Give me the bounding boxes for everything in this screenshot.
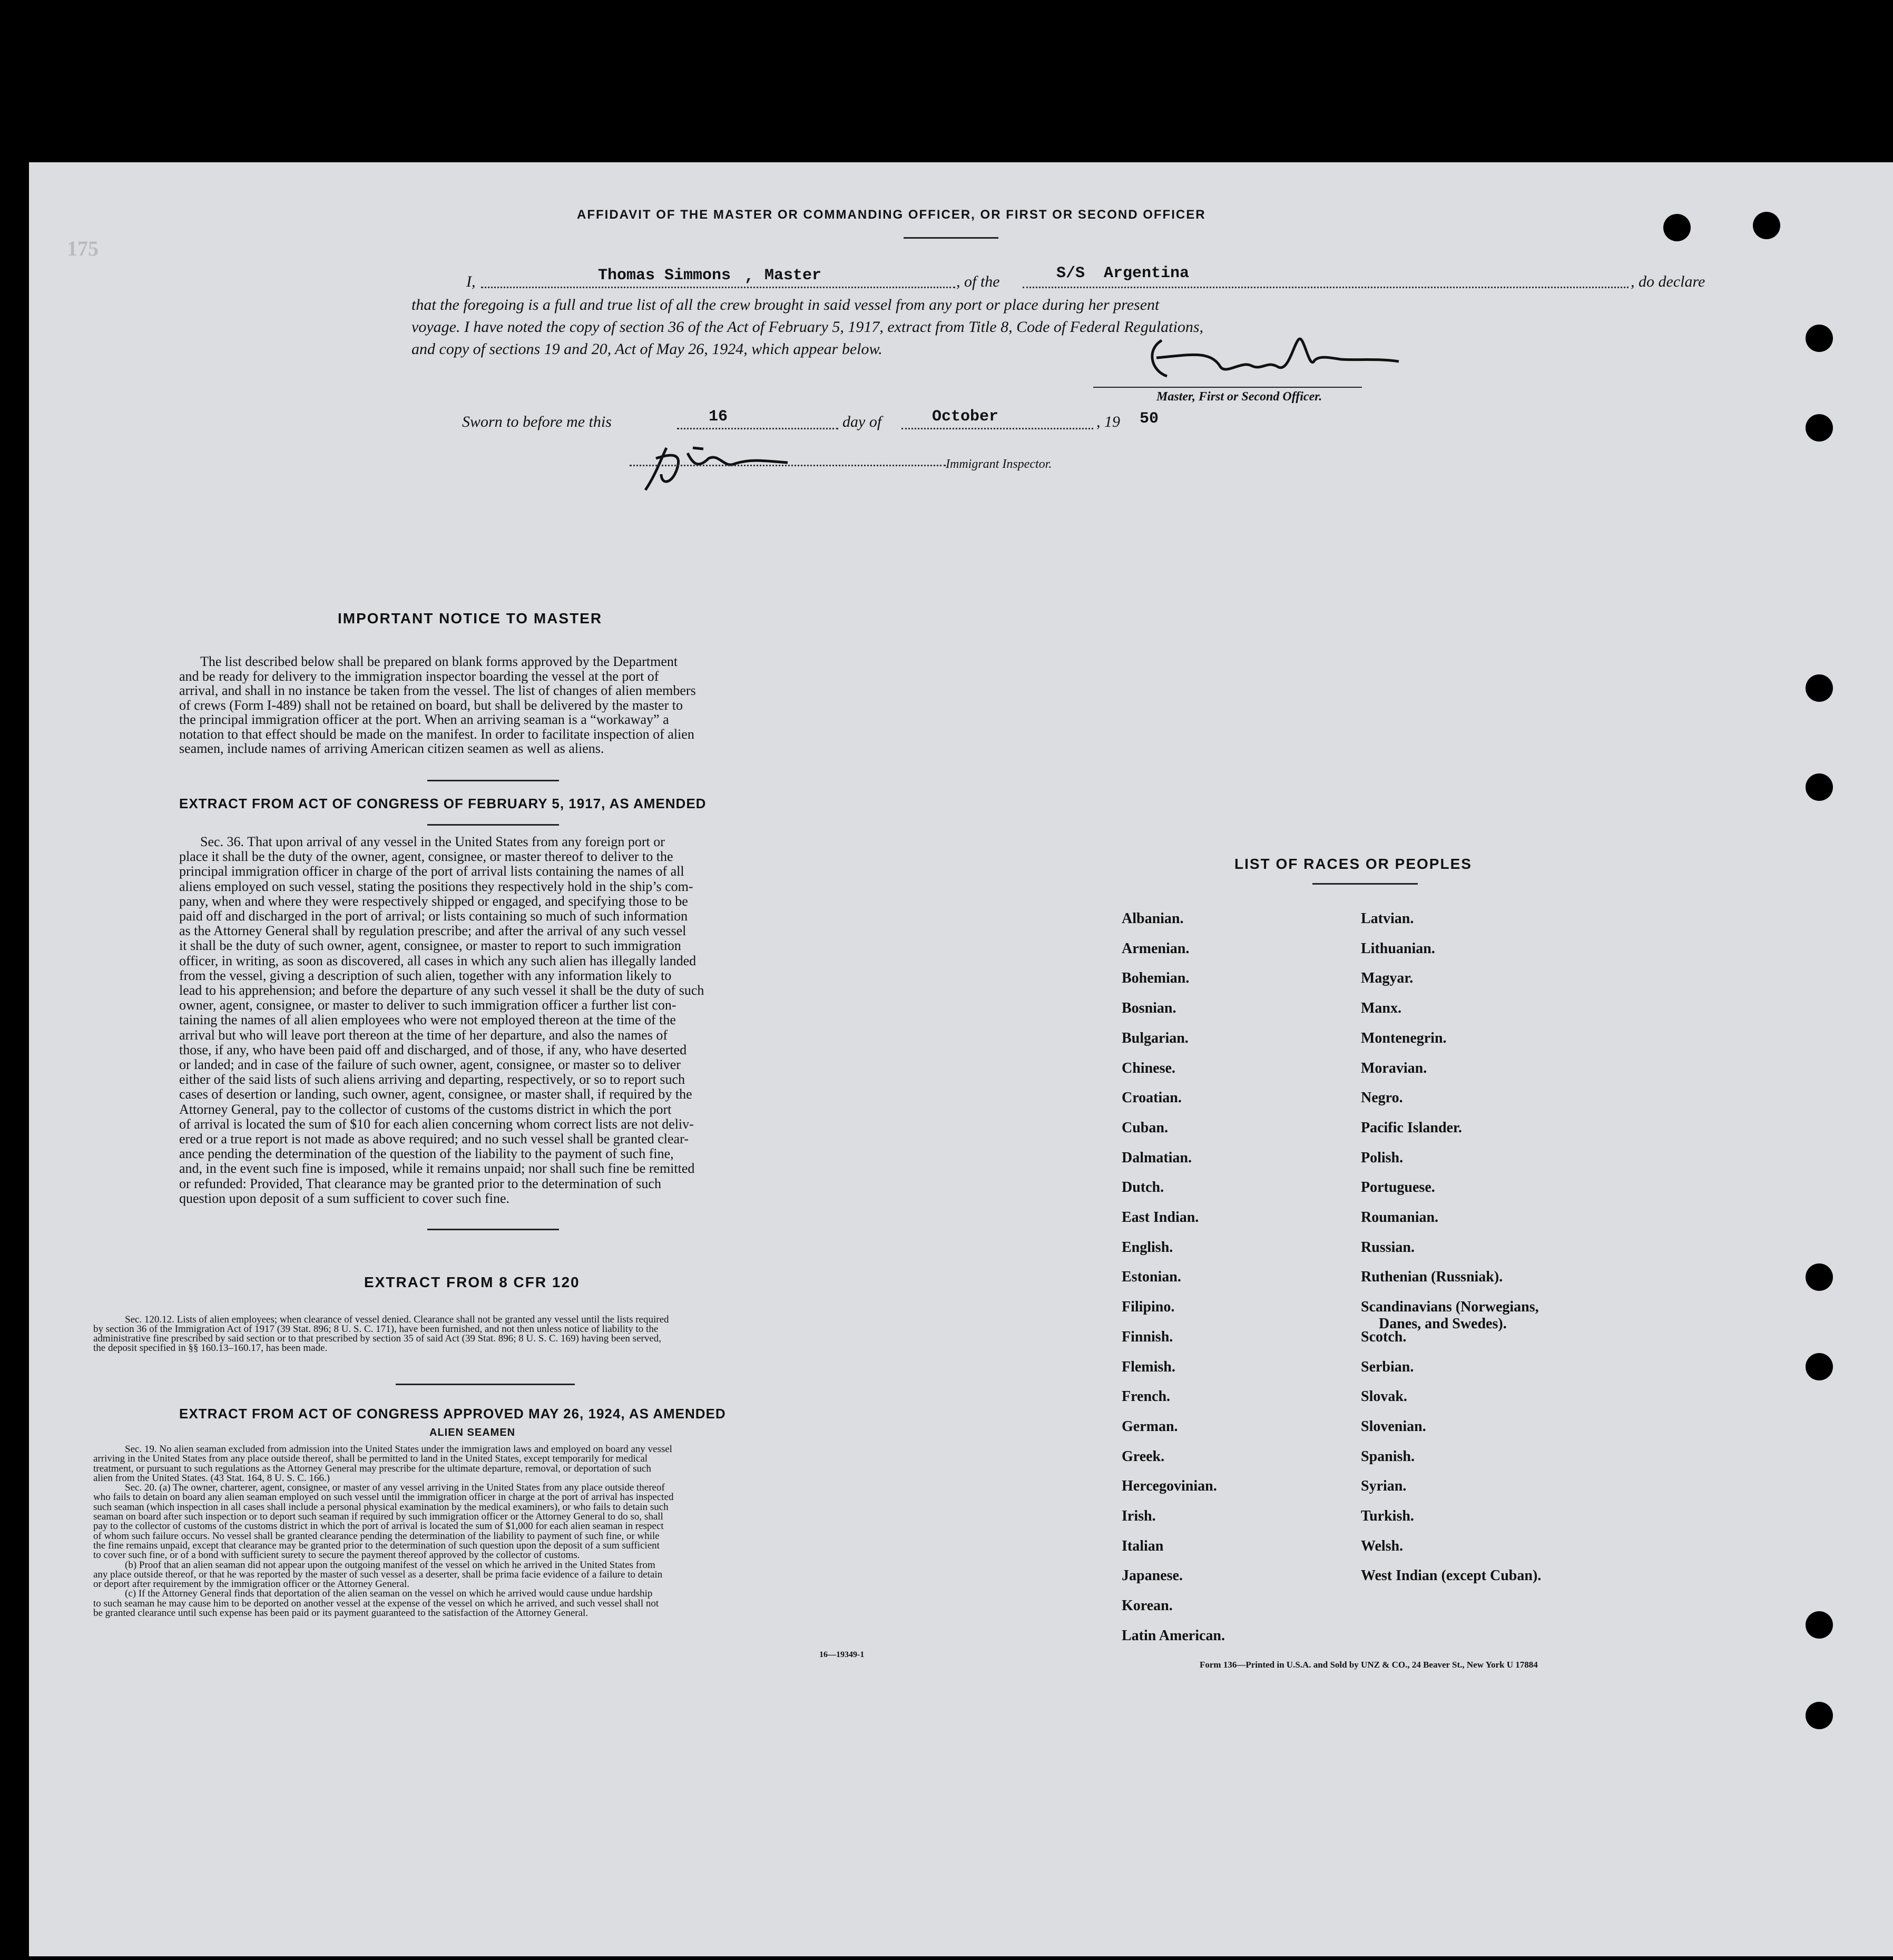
race-entry: Bosnian. — [1122, 1000, 1176, 1017]
section-rule — [427, 1229, 559, 1230]
text-line: taining the names of all alien employees who were not employed thereon at the time of the — [179, 1013, 676, 1028]
race-entry: Slovak. — [1361, 1388, 1407, 1405]
race-entry: Spanish. — [1361, 1448, 1415, 1465]
text-line: ance pending the determination of the question of the liability to the payment of such fine, — [179, 1146, 674, 1162]
officer-label: Master, First or Second Officer. — [1156, 390, 1322, 404]
race-entry: English. — [1122, 1239, 1173, 1256]
race-entry: Portuguese. — [1361, 1179, 1435, 1196]
text-line: Sec. 36. That upon arrival of any vessel in the United States from any foreign port or — [200, 835, 665, 849]
text-line: paid off and discharged in the port of arrival; or lists containing so much of such information — [179, 909, 688, 924]
race-entry: Manx. — [1361, 1000, 1401, 1017]
race-entry: Latvian. — [1361, 910, 1414, 927]
race-entry: Finnish. — [1122, 1328, 1173, 1345]
text-line: (b) Proof that an alien seaman did not appear upon the outgoing manifest of the vessel on which he arrived in the United States from — [125, 1560, 655, 1570]
text-line: ered or a true report is not made as above required; and no such vessel shall be granted clear- — [179, 1132, 689, 1147]
race-entry: Danes, and Swedes). — [1379, 1316, 1507, 1332]
alien-seamen-subtitle: ALIEN SEAMEN — [429, 1427, 516, 1438]
race-entry: Latin American. — [1122, 1627, 1225, 1644]
race-entry: Bulgarian. — [1122, 1030, 1189, 1046]
extract-1924-title: EXTRACT FROM ACT OF CONGRESS APPROVED MAY 26, 1924, AS AMENDED — [179, 1406, 726, 1422]
text-line: of arrival is located the sum of $10 for each alien concerning whom correct lists are not deliv- — [179, 1116, 694, 1132]
race-entry: Flemish. — [1122, 1358, 1175, 1375]
text-line: such seaman (which inspection in all cases shall include a personal physical examination by the medical examiners), or who fails to detain such — [93, 1502, 669, 1513]
race-entry: Scotch. — [1361, 1328, 1407, 1345]
affidavit-line-1: that the foregoing is a full and true list of all the crew brought in said vessel from any port or place during her present — [411, 296, 1160, 313]
binder-hole — [1753, 212, 1780, 239]
race-entry: Estonian. — [1122, 1269, 1181, 1286]
text-line: any place outside thereof, or that he was reported by the master of such vessel as a deserter, shall be prima facie evidence of a failure to detain — [93, 1570, 663, 1580]
text-line: cases of desertion or landing, such owner, agent, consignee, or master shall, if required by the — [179, 1087, 692, 1102]
race-entry: French. — [1122, 1388, 1171, 1405]
race-entry: Italian — [1122, 1537, 1164, 1554]
race-entry: Japanese. — [1122, 1567, 1183, 1584]
master-comma: , — [744, 268, 754, 286]
text-line: seaman on board after such inspection or to deport such seaman if required by such immigration officer or the Attorney General to do so, shall — [93, 1512, 663, 1522]
text-line: pany, when and where they were respectively shipped or engaged, and specifying those to be — [179, 894, 688, 909]
affidavit-line-3: and copy of sections 19 and 20, Act of May 26, 1924, which appear below. — [411, 340, 882, 358]
race-entry: Hercegovinian. — [1122, 1478, 1217, 1495]
master-rank: Master — [764, 267, 822, 285]
race-entry: Negro. — [1361, 1090, 1403, 1106]
text-line: seamen, include names of arriving American citizen seamen as well as aliens. — [179, 741, 604, 756]
notice-title: IMPORTANT NOTICE TO MASTER — [338, 610, 603, 626]
race-entry: Korean. — [1122, 1598, 1173, 1614]
sworn-year-suffix: 50 — [1140, 410, 1159, 428]
text-line: lead to his apprehension; and before the departure of any such vessel it shall be the duty of such — [179, 983, 704, 998]
text-line: or landed; and in case of the failure of such owner, agent, consignee, or master so to deliver — [179, 1057, 681, 1073]
race-entry: Pacific Islander. — [1361, 1119, 1462, 1136]
race-entry: Montenegrin. — [1361, 1030, 1447, 1046]
race-entry: Lithuanian. — [1361, 940, 1435, 957]
text-line: arrival but who will leave port thereon at the time of her departure, and also the names of — [179, 1027, 668, 1043]
form-sheet — [29, 162, 1893, 1956]
race-entry: Cuban. — [1122, 1119, 1168, 1136]
race-entry: Russian. — [1361, 1239, 1415, 1256]
text-line: the principal immigration officer at the port. When an arriving seaman is a “workaway” a — [179, 712, 669, 727]
year-prefix: , 19 — [1096, 413, 1120, 430]
text-line: arriving in the United States from any place outside thereof, shall be permitted to land in the United States, except temporarily for medical — [93, 1454, 648, 1464]
race-entry: Bohemian. — [1122, 970, 1190, 987]
text-line: of whom such failure occurs. No vessel shall be granted clearance pending the determination of the liability to payment of such fine, or while — [93, 1531, 660, 1541]
text-line: place it shall be the duty of the owner, agent, consignee, or master thereof to deliver to the — [179, 849, 673, 865]
of-the-label: , of the — [956, 273, 1000, 290]
text-line: officer, in writing, as soon as discovered, all cases in which any such alien has illegally landed — [179, 953, 697, 968]
text-line: alien from the United States. (43 Stat. 164, 8 U. S. C. 166.) — [93, 1473, 330, 1484]
race-entry: Chinese. — [1122, 1060, 1175, 1076]
binder-hole — [1806, 1611, 1833, 1639]
race-entry: Armenian. — [1122, 940, 1190, 957]
race-entry: Magyar. — [1361, 970, 1414, 987]
race-entry: German. — [1122, 1418, 1178, 1435]
text-line: (c) If the Attorney General finds that deportation of the alien seaman on the vessel on which he arrived would cause undue hardship — [125, 1589, 653, 1599]
sworn-label: Sworn to before me this — [462, 413, 612, 430]
affidavit-i-label: I, — [466, 273, 476, 290]
text-line: Sec. 19. No alien seaman excluded from admission into the United States under the immigration laws and employed on board any vessel — [125, 1445, 672, 1455]
text-line: question upon deposit of a sum sufficient to cover such fine. — [179, 1191, 510, 1206]
text-line: the deposit specified in §§ 160.13–160.17, has been made. — [93, 1344, 328, 1353]
extract-1924-body — [93, 1445, 894, 1618]
text-line: owner, agent, consignee, or master to deliver to such immigration officer a further list con- — [179, 998, 676, 1013]
binder-hole — [1663, 214, 1691, 241]
form-code: 16—19349-1 — [819, 1650, 865, 1659]
month-line — [901, 428, 1093, 429]
race-entry: East Indian. — [1122, 1209, 1199, 1226]
race-entry: Albanian. — [1122, 910, 1184, 927]
race-entry: Croatian. — [1122, 1090, 1182, 1106]
race-entry: Filipino. — [1122, 1299, 1175, 1316]
text-line: principal immigration officer in charge of the port of arrival lists containing the names of all — [179, 864, 684, 879]
text-line: from the vessel, giving a description of such alien, together with any information likely to — [179, 968, 672, 983]
margin-number: 175 — [67, 237, 99, 260]
text-line: Attorney General, pay to the collector of customs of the customs district in which the port — [179, 1102, 672, 1117]
section-rule — [427, 824, 559, 826]
text-line: or deport after requirement by the immigration officer or the Attorney General. — [93, 1580, 410, 1590]
affidavit-line-2: voyage. I have noted the copy of section 36 of the Act of February 5, 1917, extract from Title 8, Code of Federal Regulations, — [411, 318, 1204, 336]
binder-hole — [1806, 325, 1833, 352]
race-entry: Scandinavians (Norwegians, — [1361, 1299, 1539, 1316]
race-entry: Slovenian. — [1361, 1418, 1426, 1435]
text-line: who fails to detain on board any alien seaman employed on such vessel until the immigration officer in charge at the port of arrival has inspected — [93, 1493, 674, 1503]
text-line: notation to that effect should be made on the manifest. In order to facilitate inspection of alien — [179, 727, 694, 741]
binder-hole — [1806, 674, 1833, 702]
extract-1917-body — [179, 835, 817, 1206]
cfr-title: EXTRACT FROM 8 CFR 120 — [364, 1274, 580, 1290]
affidavit-title: AFFIDAVIT OF THE MASTER OR COMMANDING OFFICER, OR FIRST OR SECOND OFFICER — [577, 208, 1206, 222]
race-entry: West Indian (except Cuban). — [1361, 1567, 1542, 1584]
race-entry: Polish. — [1361, 1149, 1404, 1166]
binder-hole — [1806, 1353, 1833, 1380]
race-entry: Irish. — [1122, 1508, 1156, 1524]
races-rule — [1312, 883, 1418, 885]
text-line: to such seaman he may cause him to be deported on another vessel at the expense of the vessel on which he arrived, and such vessel shall not — [93, 1599, 659, 1609]
binder-hole — [1806, 414, 1833, 442]
master-signature — [1130, 329, 1404, 387]
extract-1917-title: EXTRACT FROM ACT OF CONGRESS OF FEBRUARY 5, 1917, AS AMENDED — [179, 796, 707, 811]
text-line: treatment, or pursuant to such regulations as the Attorney General may prescribe for the ultimate departure, removal, or deportation of such — [93, 1464, 651, 1474]
signature-rule — [1093, 387, 1362, 388]
name-line — [481, 287, 955, 288]
race-entry: Turkish. — [1361, 1508, 1414, 1524]
text-line: pay to the collector of customs of the customs district in which the port of arrival is located the sum of $1,000 for each alien seaman in respect — [93, 1522, 664, 1532]
text-line: or refunded: Provided, That clearance may be granted prior to the determination of such — [179, 1176, 661, 1191]
sworn-day: 16 — [709, 408, 728, 426]
sworn-month: October — [932, 408, 999, 426]
race-entry: Dutch. — [1122, 1179, 1164, 1196]
text-line: and, in the event such fine is imposed, while it remains unpaid; nor shall such fine be remitted — [179, 1161, 695, 1177]
race-entry: Greek. — [1122, 1448, 1165, 1465]
notice-body — [179, 654, 817, 756]
text-line: arrival, and shall in no instance be taken from the vessel. The list of changes of alien members — [179, 683, 696, 698]
section-rule — [396, 1384, 575, 1385]
text-line: be granted clearance until such expense has been paid or its payment guaranteed to the satisfaction of the Attorney General. — [93, 1609, 589, 1619]
binder-hole — [1806, 1263, 1833, 1291]
race-entry: Roumanian. — [1361, 1209, 1439, 1226]
text-line: The list described below shall be prepared on blank forms approved by the Department — [200, 654, 678, 669]
text-line: aliens employed on such vessel, stating the positions they respectively hold in the ship’s com- — [179, 879, 693, 894]
title-rule — [904, 237, 998, 239]
inspector-signature — [630, 437, 798, 495]
master-name: Thomas Simmons — [598, 267, 731, 285]
do-declare-label: , do declare — [1631, 273, 1705, 290]
race-entry: Serbian. — [1361, 1358, 1414, 1375]
race-entry: Welsh. — [1361, 1537, 1404, 1554]
text-line: Sec. 120.12. Lists of alien employees; when clearance of vessel denied. Clearance shall not be granted any vessel until the lists required — [125, 1315, 669, 1325]
race-entry: Moravian. — [1361, 1060, 1427, 1076]
text-line: and be ready for delivery to the immigration inspector boarding the vessel at the port of — [179, 669, 659, 683]
race-entry: Ruthenian (Russniak). — [1361, 1269, 1503, 1286]
races-title: LIST OF RACES OR PEOPLES — [1234, 856, 1472, 872]
text-line: either of the said lists of such aliens arriving and departing, respectively, or so to report such — [179, 1072, 685, 1087]
text-line: to cover such fine, or of a bond with sufficient surety to secure the payment thereof approved by the collector of customs. — [93, 1551, 580, 1561]
text-line: the fine remains unpaid, except that clearance may be granted prior to the determination of such question upon the deposit of a sum sufficient — [93, 1541, 660, 1551]
text-line: as the Attorney General shall by regulation prescribe; and after the arrival of any such vessel — [179, 924, 686, 939]
inspector-label: Immigrant Inspector. — [946, 457, 1052, 471]
cfr-body — [93, 1315, 894, 1353]
printer-footer: Form 136—Printed in U.S.A. and Sold by UNZ & CO., 24 Beaver St., New York U 17884 — [1200, 1660, 1538, 1670]
day-of-label: day of — [842, 413, 882, 430]
text-line: administrative fine prescribed by said section or to that prescribed by section 35 of said Act (39 Stat. 896; 8 U. S. C. 169) having been served, — [93, 1334, 662, 1344]
race-entry: Syrian. — [1361, 1478, 1407, 1495]
text-line: by section 36 of the Immigration Act of 1917 (39 Stat. 896; 8 U. S. C. 171), have been furnished, and not then unless notice of liability to the — [93, 1325, 659, 1334]
text-line: of crews (Form I-489) shall not be retained on board, but shall be delivered by the master to — [179, 698, 683, 712]
section-rule — [427, 780, 559, 781]
vessel-name: S/S Argentina — [1056, 264, 1190, 282]
binder-hole — [1806, 1702, 1833, 1729]
race-entry: Dalmatian. — [1122, 1149, 1192, 1166]
text-line: it shall be the duty of such owner, agent, consignee, or master to report to such immigration — [179, 938, 681, 954]
vessel-line — [1023, 287, 1629, 288]
day-line — [677, 428, 838, 429]
text-line: those, if any, who have been paid off and discharged, and of those, if any, who have deserted — [179, 1042, 687, 1057]
text-line: Sec. 20. (a) The owner, charterer, agent, consignee, or master of any vessel arriving in the United States from any place outside thereof — [125, 1483, 665, 1493]
inspector-line — [630, 465, 946, 466]
binder-hole — [1806, 773, 1833, 801]
